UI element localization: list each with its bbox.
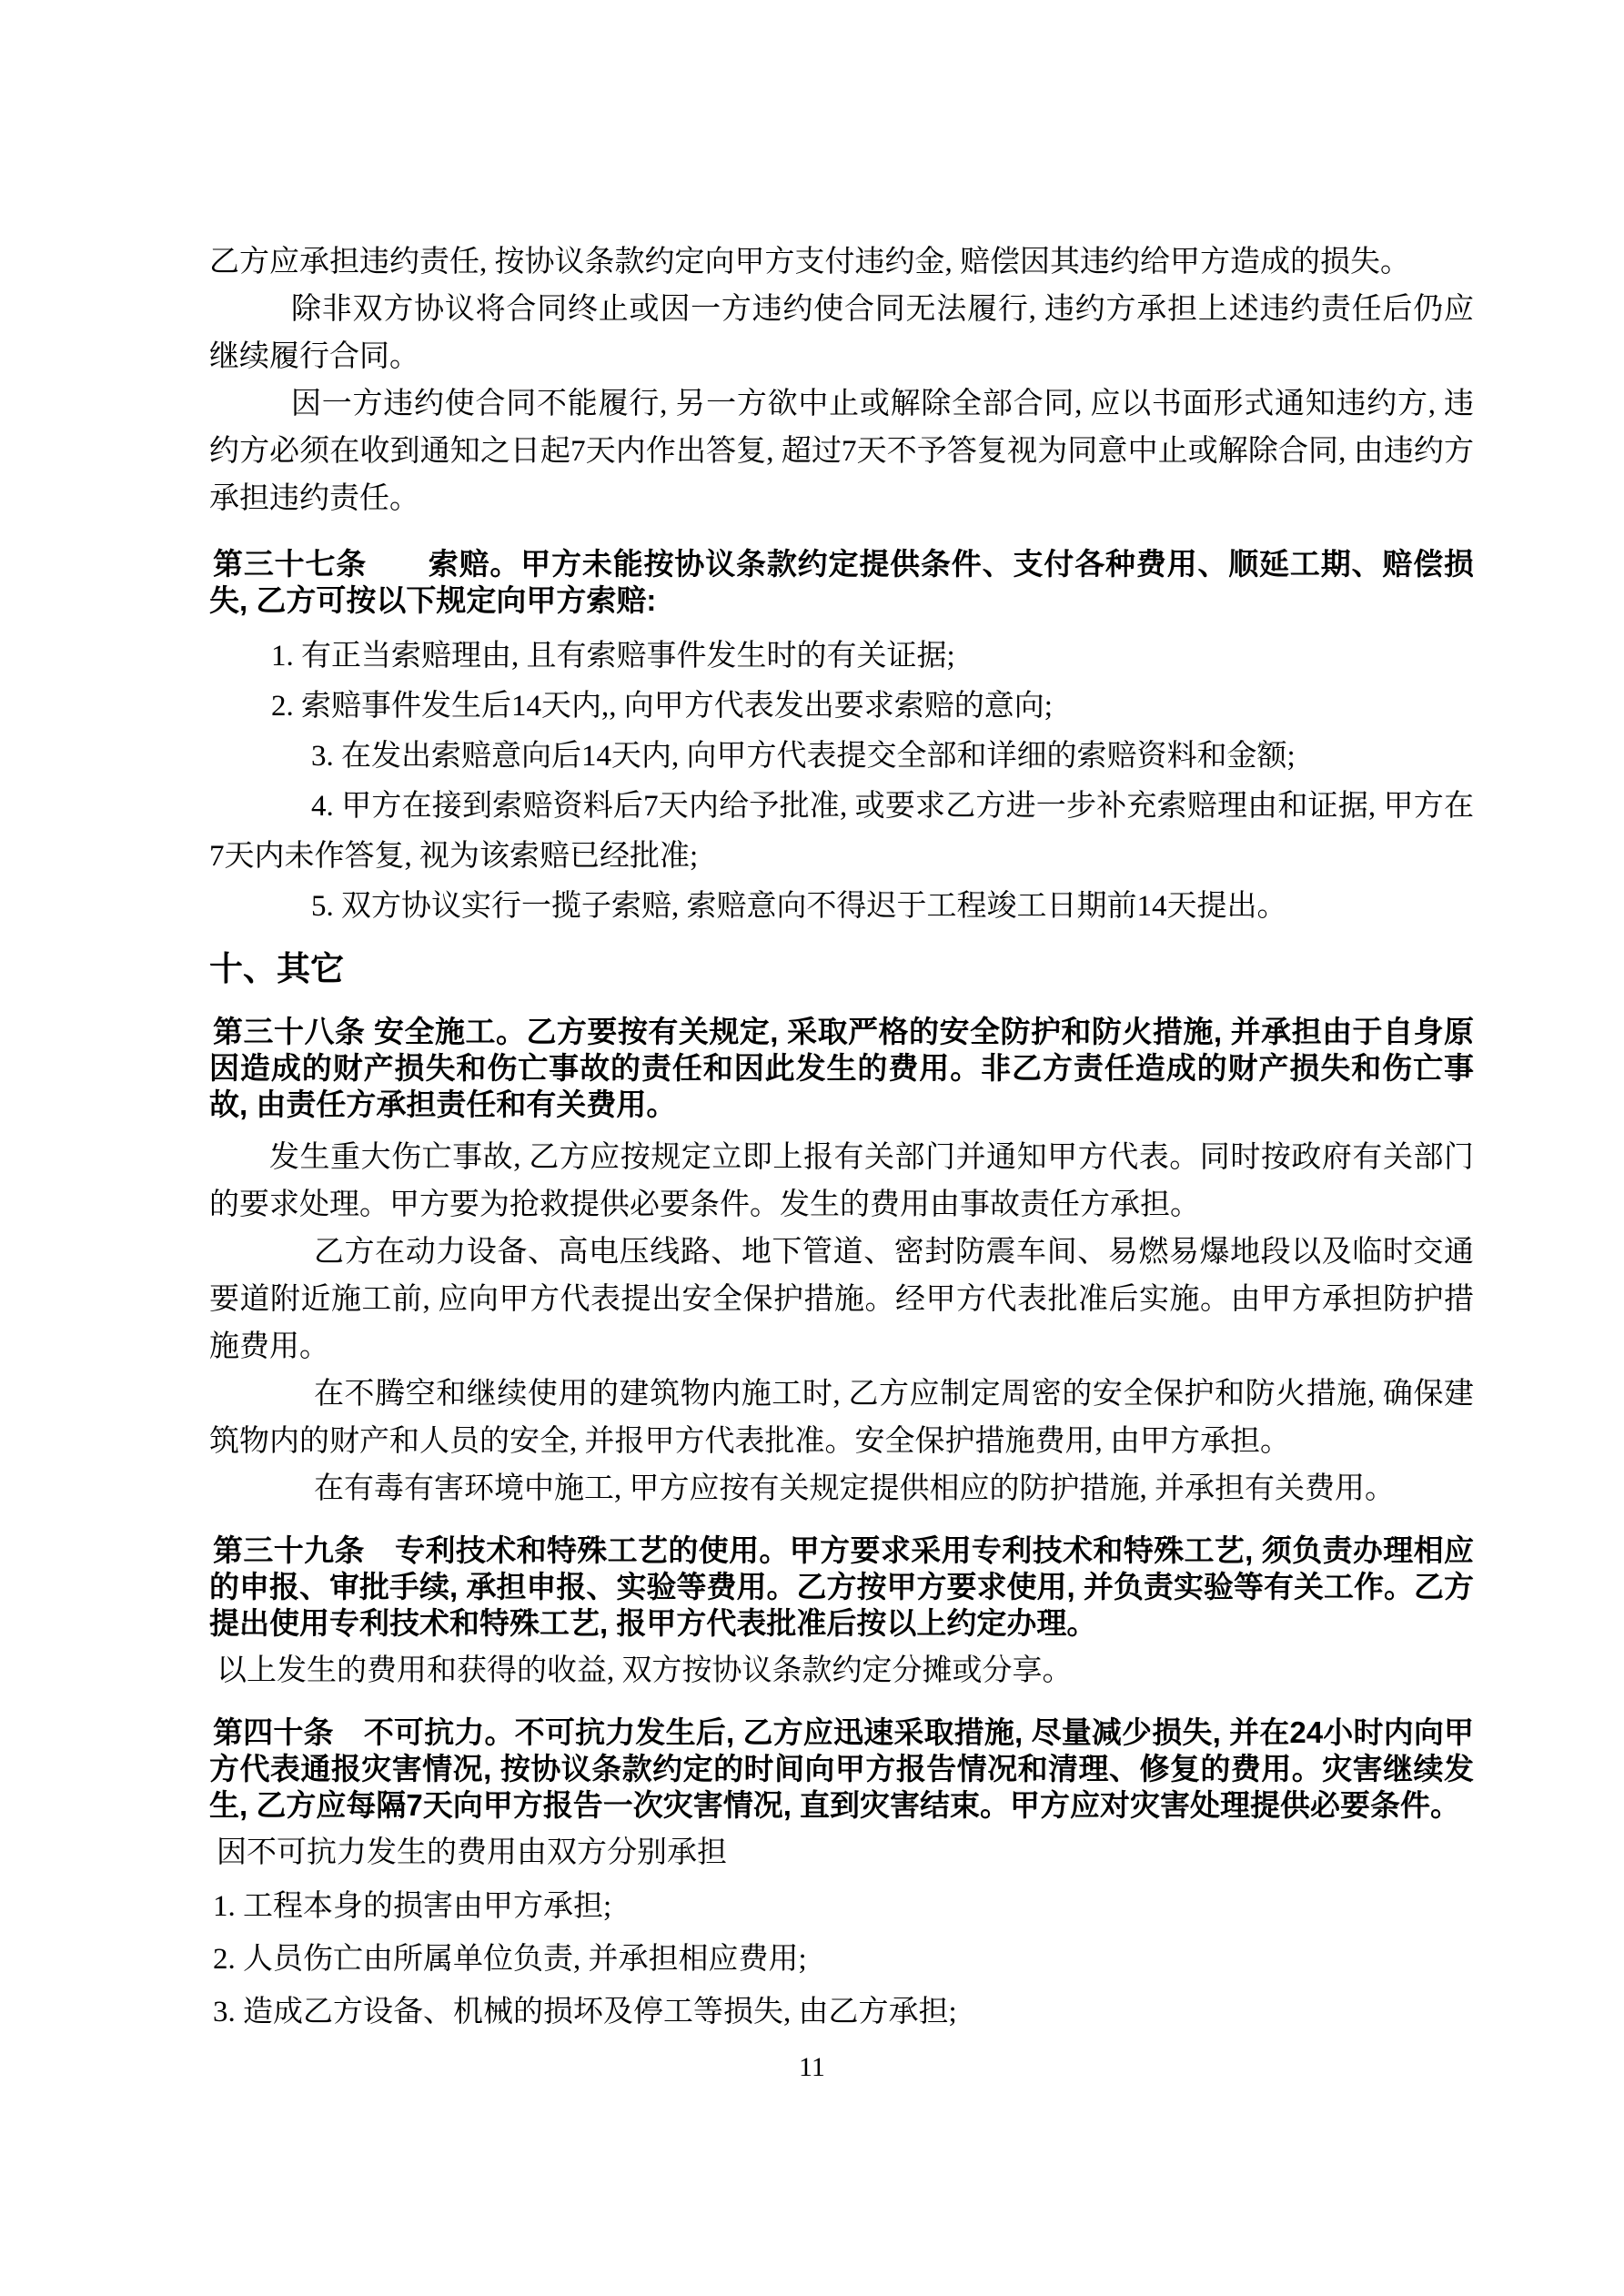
- para-safety-accident: 发生重大伤亡事故, 乙方应按规定立即上报有关部门并通知甲方代表。同时按政府有关部门的要求处理。甲方要为抢救提供必要条件。发生的费用由事故责任方承担。: [209, 1141, 1474, 1221]
- para-breach-liability: 乙方应承担违约责任, 按协议条款约定向甲方支付违约金, 赔偿因其违约给甲方造成的损失。: [209, 246, 1410, 278]
- para-safety-zones: 乙方在动力设备、高电压线路、地下管道、密封防震车间、易燃易爆地段以及临时交通要道附近施工前, 应向甲方代表提出安全保护措施。经甲方代表批准后实施。由甲方承担防护措施费用。: [209, 1236, 1474, 1363]
- article-40-heading: 第四十条 不可抗力。不可抗力发生后, 乙方应迅速采取措施, 尽量减少损失, 并在24小时内向甲方代表通报灾害情况, 按协议条款约定的时间向甲方报告情况和清理、修复的费用。灾害继续发生, 乙方应每隔7天向甲方报告一次灾害情况, 直到灾害结束。甲方应对灾害处理提供必要条件。: [209, 1715, 1474, 1822]
- para-occupied-building: 在不腾空和继续使用的建筑物内施工时, 乙方应制定周密的安全保护和防火措施, 确保建筑物内的财产和人员的安全, 并报甲方代表批准。安全保护措施费用, 由甲方承担。: [209, 1378, 1474, 1458]
- article-39-heading: 第三十九条 专利技术和特殊工艺的使用。甲方要求采用专利技术和特殊工艺, 须负责办理相应的申报、审批手续, 承担申报、实验等费用。乙方按甲方要求使用, 并负责实验等有关工作。乙方提出使用专利技术和特殊工艺, 报甲方代表批准后按以上约定办理。: [209, 1533, 1474, 1640]
- fm-item-3: 3. 造成乙方设备、机械的损坏及停工等损失, 由乙方承担;: [213, 1996, 957, 2028]
- article-38-heading: 第三十八条 安全施工。乙方要按有关规定, 采取严格的安全防护和防火措施, 并承担由于自身原因造成的财产损失和伤亡事故的责任和因此发生的费用。非乙方责任造成的财产损失和伤亡事故, 由责任方承担责任和有关费用。: [209, 1015, 1474, 1121]
- claim-item-5: 5. 双方协议实行一揽子索赔, 索赔意向不得迟于工程竣工日期前14天提出。: [311, 890, 1287, 923]
- claim-item-4: 4. 甲方在接到索赔资料后7天内给予批准, 或要求乙方进一步补充索赔理由和证据, 甲方在7天内未作答复, 视为该索赔已经批准;: [209, 790, 1474, 873]
- para-breach-continue: 除非双方协议将合同终止或因一方违约使合同无法履行, 违约方承担上述违约责任后仍应继续履行合同。: [209, 293, 1474, 373]
- para-force-majeure-costs: 因不可抗力发生的费用由双方分别承担: [217, 1836, 727, 1869]
- article-37-heading: 第三十七条 索赔。甲方未能按协议条款约定提供条件、支付各种费用、顺延工期、赔偿损失, 乙方可按以下规定向甲方索赔:: [209, 547, 1474, 617]
- para-breach-terminate: 因一方违约使合同不能履行, 另一方欲中止或解除全部合同, 应以书面形式通知违约方, 违约方必须在收到通知之日起7天内作出答复, 超过7天不予答复视为同意中止或解除合同, 由违约方承担违约责任。: [209, 388, 1474, 515]
- fm-item-2: 2. 人员伤亡由所属单位负责, 并承担相应费用;: [213, 1943, 807, 1976]
- claim-item-3: 3. 在发出索赔意向后14天内, 向甲方代表提交全部和详细的索赔资料和金额;: [311, 740, 1296, 773]
- para-patent-costs: 以上发生的费用和获得的收益, 双方按协议条款约定分摊或分享。: [217, 1654, 1073, 1687]
- fm-item-1: 1. 工程本身的损害由甲方承担;: [213, 1890, 612, 1923]
- claim-item-2: 2. 索赔事件发生后14天内,, 向甲方代表发出要求索赔的意向;: [271, 690, 1053, 723]
- claim-list: [209, 632, 1474, 932]
- article-38-body: [209, 1134, 1474, 1512]
- claim-item-1: 1. 有正当索赔理由, 且有索赔事件发生时的有关证据;: [271, 640, 955, 673]
- force-majeure-list: [209, 1880, 1474, 2038]
- para-toxic-environment: 在有毒有害环境中施工, 甲方应按有关规定提供相应的防护措施, 并承担有关费用。: [314, 1472, 1395, 1505]
- page-number: 11: [799, 2052, 825, 2082]
- section-10-heading: 十、其它: [209, 951, 344, 988]
